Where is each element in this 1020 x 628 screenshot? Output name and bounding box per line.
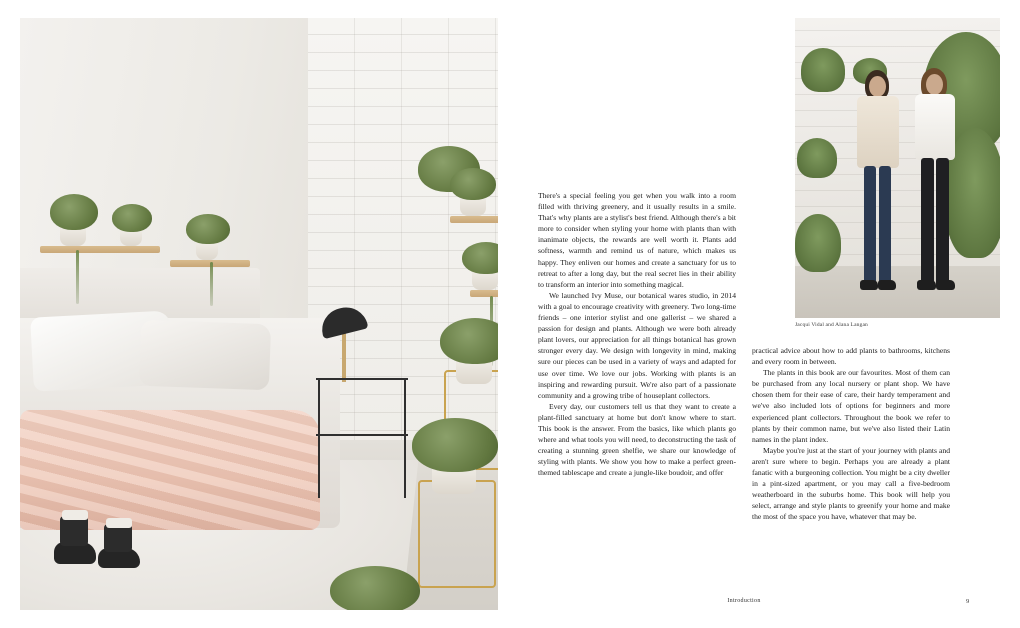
trailing-vine: [210, 262, 213, 306]
wall-shelf: [40, 246, 160, 253]
sock: [106, 518, 132, 528]
floor-plant: [795, 214, 841, 272]
photo-caption: Jacqui Vidal and Alana Langan: [795, 322, 868, 328]
person-right: [907, 68, 963, 300]
paragraph: Maybe you're just at the start of your journey with plants and aren't sure where to begin. Perhaps you are already a plant fanatic with a burgeoning collection. You might be a city dweller in a pint-sized apartment, or you may call a five-bedroom weatherboard in the suburbs home. This book will help you select, arrange and style plants to greenify your home and make the most of the space you have, whatever that may be.: [752, 445, 950, 522]
houseplant: [412, 418, 498, 472]
text-column-left: [538, 190, 736, 478]
houseplant: [50, 194, 98, 230]
blouse: [915, 94, 955, 160]
head: [869, 76, 886, 97]
running-footer: Introduction: [727, 598, 761, 604]
pillow: [139, 320, 271, 390]
paragraph: Every day, our customers tell us that they want to create a plant-filled sanctuary at home but don't know where to start. This book is the answer. From the basics, like which plants go where and what tools you will need, to deconstructing the task of creating a stunning green shelfie, we share our knowledge of styling with plants. We show you how to make a perfect green-themed tablescape and create a jungle-like boudoir, and offer: [538, 401, 736, 478]
authors-photo: [795, 18, 1000, 318]
sneaker-shaft: [60, 516, 88, 546]
houseplant: [112, 204, 152, 232]
bedroom-photo: [20, 18, 498, 610]
sneaker-shaft: [104, 524, 132, 552]
head: [926, 74, 943, 95]
hanging-plant: [797, 138, 837, 178]
floor-plant: [330, 566, 420, 610]
side-table-leg: [318, 378, 320, 498]
shoe: [860, 280, 878, 290]
trailing-vine: [76, 250, 79, 304]
page-number: 9: [966, 598, 970, 605]
houseplant: [450, 168, 496, 200]
side-table: [316, 378, 408, 380]
blouse: [857, 96, 899, 168]
jeans: [864, 166, 876, 284]
text-column-right: [752, 345, 950, 523]
jeans: [879, 166, 891, 284]
trousers: [921, 158, 934, 284]
houseplant: [440, 318, 498, 364]
houseplant: [462, 242, 498, 274]
hanging-plant: [801, 48, 845, 92]
trousers: [936, 158, 949, 284]
wall-shelf: [450, 216, 498, 223]
paragraph: practical advice about how to add plants to bathrooms, kitchens and every room in between.: [752, 346, 950, 367]
plant-stand: [418, 480, 496, 588]
person-left: [849, 70, 905, 300]
shoe: [917, 280, 936, 290]
houseplant: [186, 214, 230, 244]
sock: [62, 510, 88, 520]
shoe: [878, 280, 896, 290]
side-table-leg: [404, 378, 406, 498]
shoe: [936, 280, 955, 290]
paragraph: We launched Ivy Muse, our botanical wares studio, in 2014 with a goal to encourage creativity with greenery. Two long-time friends – one interior stylist and one gallerist – we shared a passion for design and plants. Although we were both already plant lovers, our appreciation for all things botanical has grown stronger every day. We design with longevity in mind, making sure our pieces can be used in a variety of ways and adapted for use over time. We love our jobs. Working with plants is an inspiring and rewarding pursuit. We're also part of a passionate community and a growing tribe of houseplant collectors.: [538, 290, 736, 400]
paragraph: The plants in this book are our favourites. Most of them can be purchased from any local nursery or plant shop. We have chosen them for their ease of care, their hardy temperament and we've also included lots of options for beginners and more experienced plant collectors. Throughout the book we refer to plants by their common name, but we've also listed their Latin names in the plant index.: [752, 368, 950, 444]
wall-shelf: [470, 290, 498, 297]
paragraph: There's a special feeling you get when you walk into a room filled with thriving greenery, and it usually results in a smile. That's why plants are a stylist's best friend. Although there's a bit more to consider when styling your home with plants than with inanimate objects, the rewards are well worth it. Plants add softness, warmth and remind us of nature, which makes us happy. They enliven our homes and create a sanctuary for us to retreat to after a long day, but the real secret lies in their ability to transform an interior into something magical.: [538, 191, 736, 289]
